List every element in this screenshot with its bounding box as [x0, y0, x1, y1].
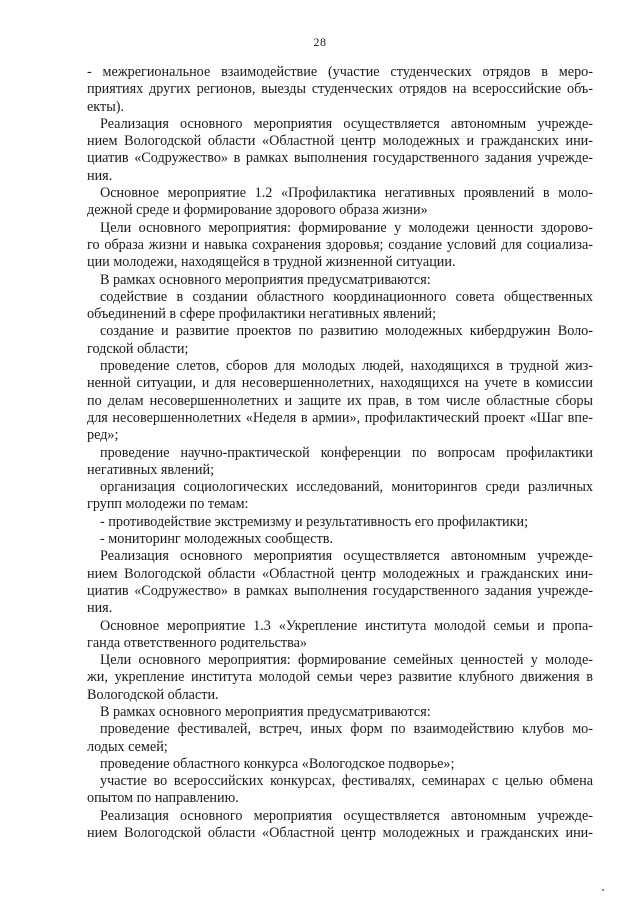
text-line: Основное мероприятие 1.2 «Профилактика негативных проявлений в моло-: [100, 185, 593, 202]
text-line: участие во всероссийских конкурсах, фестивалях, семинарах с целью обмена: [100, 773, 593, 790]
text-line: нием Вологодской области «Областной центр молодежных и гражданских ини-: [87, 825, 593, 842]
text-line: - противодействие экстремизму и результативность его профилактики;: [100, 513, 529, 530]
text-line: Основное мероприятие 1.3 «Укрепление института молодой семьи и пропа-: [100, 617, 593, 634]
text-line: - межрегиональное взаимодействие (участие студенческих отрядов в меро-: [87, 64, 593, 80]
text-line: екты).: [87, 98, 125, 115]
text-line: го образа жизни и навыка сохранения здоровья; создание условий для социализа-: [87, 236, 593, 253]
text-line: нием Вологодской области «Областной центр молодежных и гражданских ини-: [87, 565, 593, 582]
text-line: ред»;: [87, 427, 119, 444]
text-line: объединений в сфере профилактики негативных явлений;: [87, 306, 437, 323]
text-line: Реализация основного мероприятия осуществляется автономным учрежде-: [100, 807, 593, 824]
text-line: негативных явлений;: [87, 461, 215, 478]
text-line: ганда ответственного родительства»: [87, 634, 307, 651]
text-line: содействие в создании областного координационного совета общественных: [100, 288, 593, 305]
text-line: циатив «Содружество» в рамках выполнения государственного задания учрежде-: [87, 150, 593, 167]
text-line: опытом по направлению.: [87, 790, 239, 807]
text-line: по делам несовершеннолетних и защите их прав, в том числе областные сборы: [87, 392, 593, 409]
text-line: организация социологических исследований, мониторингов среди различных: [100, 479, 593, 496]
text-line: годской области;: [87, 340, 189, 357]
text-line: проведение научно-практической конференции по вопросам профилактики: [100, 444, 593, 461]
text-line: лодых семей;: [87, 738, 168, 755]
text-line: создание и развитие проектов по развитию молодежных кибердружин Воло-: [100, 323, 593, 340]
text-line: проведение областного конкурса «Вологодское подворье»;: [100, 755, 455, 772]
text-line: ния.: [87, 600, 113, 617]
text-line: ния.: [87, 167, 113, 184]
text-line: В рамках основного мероприятия предусматриваются:: [100, 703, 431, 720]
text-line: В рамках основного мероприятия предусматриваются:: [100, 271, 431, 288]
scan-mark: [602, 889, 604, 891]
text-line: циатив «Содружество» в рамках выполнения государственного задания учрежде-: [87, 582, 593, 599]
text-line: приятиях других регионов, выезды студенческих отрядов на всероссийские объ-: [87, 81, 593, 98]
text-line: для несовершеннолетних «Неделя в армии», профилактический проект «Шаг впе-: [87, 409, 593, 426]
text-line: ненной ситуации, и для несовершеннолетних, находящихся на учете в комиссии: [87, 375, 593, 392]
text-line: нием Вологодской области «Областной центр молодежных и гражданских ини-: [87, 133, 593, 150]
text-line: Вологодской области.: [87, 686, 219, 703]
text-line: дежной среде и формирование здорового образа жизни»: [87, 202, 428, 219]
text-line: проведение слетов, сборов для молодых людей, находящихся в трудной жиз-: [100, 358, 593, 375]
text-line: проведение фестивалей, встреч, иных форм по взаимодействию клубов мо-: [100, 721, 593, 738]
text-line: - мониторинг молодежных сообществ.: [100, 531, 334, 548]
document-body: [87, 64, 593, 842]
text-line: Реализация основного мероприятия осуществляется автономным учрежде-: [100, 115, 593, 132]
text-line: ции молодежи, находящейся в трудной жизненной ситуации.: [87, 254, 456, 271]
text-line: групп молодежи по темам:: [87, 496, 249, 513]
text-line: Реализация основного мероприятия осуществляется автономным учрежде-: [100, 548, 593, 565]
page-number: 28: [313, 35, 327, 49]
text-line: Цели основного мероприятия: формирование у молодежи ценности здорово-: [100, 219, 593, 236]
text-line: Цели основного мероприятия: формирование семейных ценностей у молоде-: [100, 652, 593, 669]
text-line: жи, укрепление института молодой семьи через развитие клубного движения в: [87, 669, 593, 686]
